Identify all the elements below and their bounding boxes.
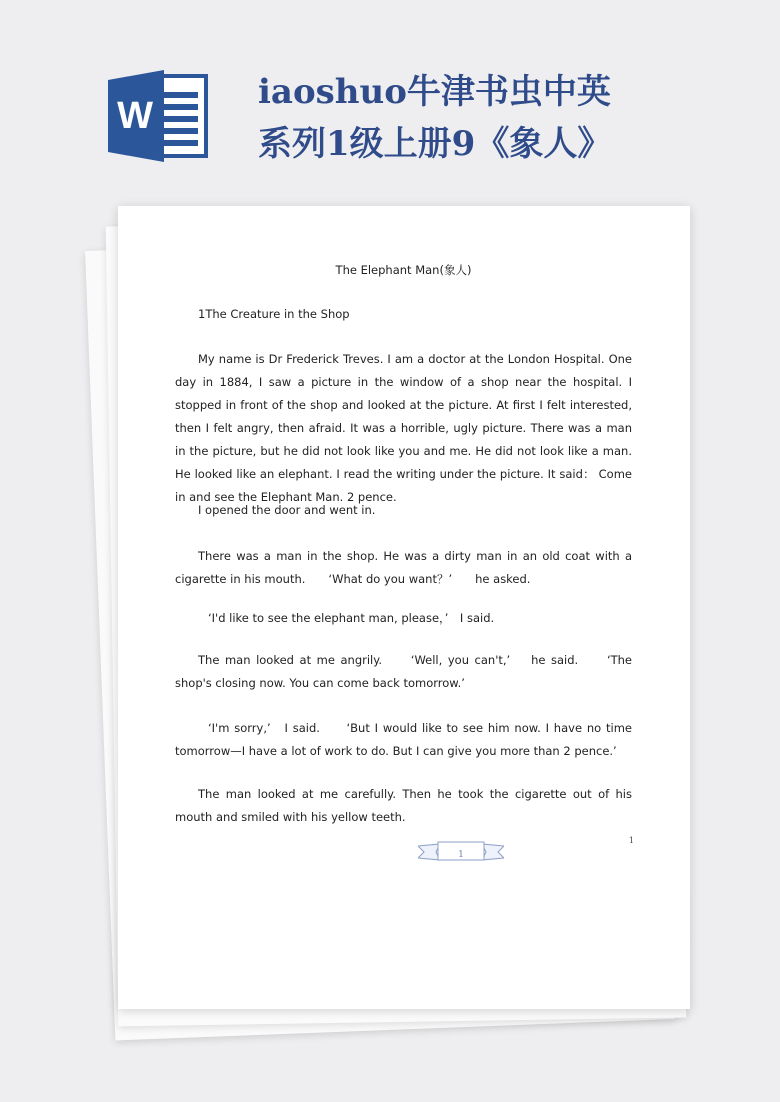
word-logo-letter: W [117, 95, 153, 137]
word-document-icon [108, 70, 208, 162]
chapter-title: 1The Creature in the Shop [198, 307, 350, 321]
document-page [118, 206, 690, 1009]
title-line-1: iaoshuo牛津书虫中英 [258, 72, 611, 112]
paragraph: I opened the door and went in. [198, 503, 376, 517]
paragraph: ‘I'm sorry,’ I said. ‘But I would like to see him now. I have no time tomorrow—I have a lot of work to do. But I can give you more than 2 pence.’ [175, 721, 632, 758]
page-number-ribbon [418, 840, 504, 864]
paragraph: My name is Dr Frederick Treves. I am a doctor at the London Hospital. One day in 1884, I saw a picture in the window of a shop near the hospital. I stopped in front of the shop and looked at the picture. At first I felt interested, then I felt angry, then afraid. It was a horrible, ugly picture. There was a man in the picture, but he did not look like you and me. He did not look like a man. He looked like an elephant. I read the writing under the picture. It said： Come in and see the Elephant Man. 2 pence. [175, 352, 632, 504]
paragraph: ‘I'd like to see the elephant man, please，’ I said. [208, 611, 495, 625]
corner-page-number: 1 [628, 836, 634, 845]
document-title [258, 66, 758, 170]
paragraph: The man looked at me angrily. ‘Well, you can't,’ he said. ‘The shop's closing now. You can come back tomorrow.’ [175, 653, 632, 690]
title-line-2: 系列1级上册9《象人》 [258, 124, 612, 164]
paragraph: There was a man in the shop. He was a dirty man in an old coat with a cigarette in his mouth. ‘What do you want？’ he asked. [175, 549, 632, 586]
ribbon-page-number: 1 [458, 850, 464, 860]
paragraph: The man looked at me carefully. Then he took the cigarette out of his mouth and smiled with his yellow teeth. [175, 787, 632, 824]
page-heading: The Elephant Man(象人) [335, 263, 472, 277]
